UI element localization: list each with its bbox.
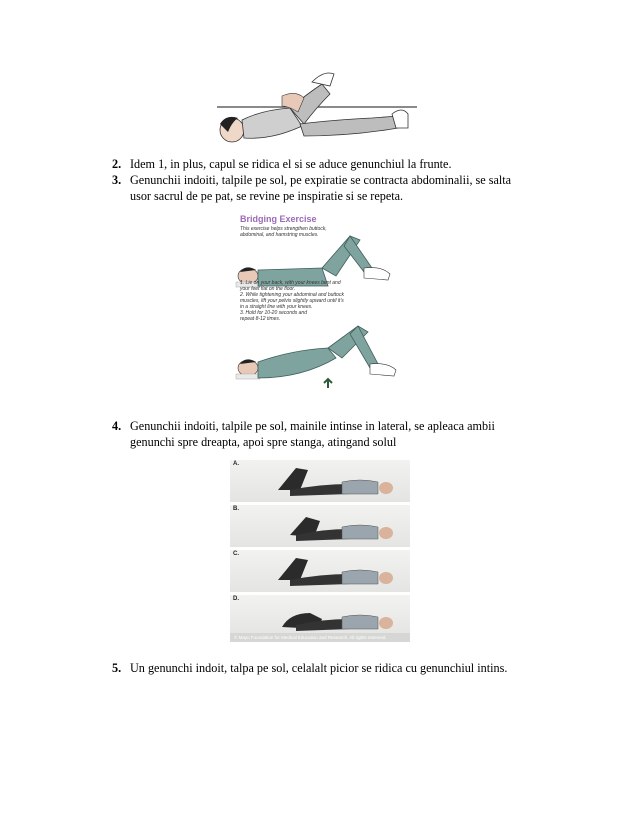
panel-label: A. <box>233 461 239 467</box>
list-number: 4. <box>112 419 122 433</box>
rotation-figure-b <box>230 505 410 547</box>
list-text: Genunchii indoiti, talpile pe sol, mainile intinse in lateral, se apleaca ambii <box>130 419 495 433</box>
bridging-intro: This exercise helps strengthen buttock, abdominal, and hamstring muscles. <box>240 226 327 238</box>
list-text: Genunchii indoiti, talpile pe sol, pe expiratie se contracta abdominalii, se salta <box>130 173 512 187</box>
panel-c <box>230 550 410 592</box>
rotation-figure-c <box>230 550 410 592</box>
list-text: usor sacrul de pe pat, se revine pe inspiratie si se repeta. <box>130 189 404 203</box>
bridging-title: Bridging Exercise <box>240 214 317 224</box>
bridging-steps: 1. Lie on your back, with your knees bent and your feet flat on the floor. 2. While tightening your abdominal and buttock muscles, lift your pelvis slightly upward until it's in a straight line with your knees. 3. Hold for 10-20 seconds and repeat 8-12 times. <box>240 280 344 322</box>
rotation-figure-d <box>230 595 410 637</box>
bridging-pose-2 <box>232 322 408 390</box>
rotation-figure-a <box>230 460 410 502</box>
list-text: Un genunchi indoit, talpa pe sol, celalalt picior se ridica cu genunchiul intins. <box>130 661 508 675</box>
panel-a <box>230 460 410 502</box>
copyright-caption: © Mayo Foundation for Medical Education and Research. All rights reserved. <box>230 633 410 642</box>
list-text: Idem 1, in plus, capul se ridica el si se aduce genunchiul la frunte. <box>130 157 452 171</box>
list-number: 5. <box>112 661 122 675</box>
knee-to-chest-figure <box>212 66 422 156</box>
panel-label: B. <box>233 506 239 512</box>
panel-label: D. <box>233 596 239 602</box>
list-text: genunchi spre dreapta, apoi spre stanga, atingand solul <box>130 435 397 449</box>
bridging-exercise-figure <box>232 214 408 390</box>
list-number: 3. <box>112 173 122 187</box>
panel-b <box>230 505 410 547</box>
panel-d <box>230 595 410 637</box>
panel-label: C. <box>233 551 239 557</box>
list-number: 2. <box>112 157 122 171</box>
